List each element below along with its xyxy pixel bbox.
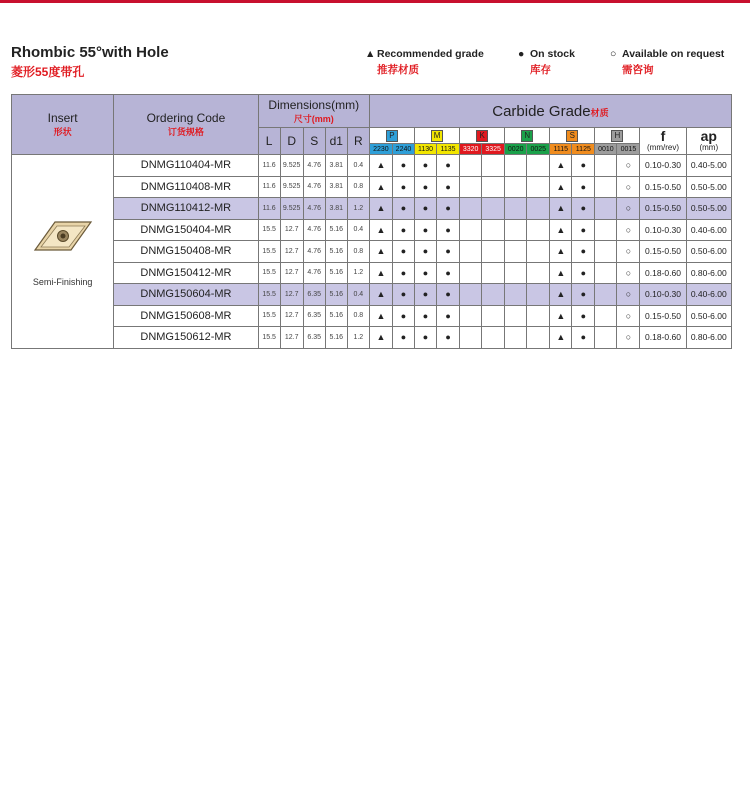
dimension-value: 0.4 (347, 155, 369, 177)
grade-availability: ● (437, 155, 460, 177)
header-dim-d1: d1 (325, 128, 347, 155)
dimension-value: 11.6 (258, 198, 280, 220)
dimension-value: 0.4 (347, 219, 369, 241)
grade-availability: ▲ (550, 284, 572, 306)
grade-availability (460, 305, 482, 327)
grade-availability: ○ (617, 219, 640, 241)
feed-range: 0.10-0.30 (640, 155, 686, 177)
header-insert-cn: 形状 (53, 127, 72, 137)
grade-availability: ○ (617, 198, 640, 220)
grade-availability: ● (437, 305, 460, 327)
dimension-value: 12.7 (280, 241, 303, 263)
grade-availability: ▲ (369, 305, 392, 327)
grade-availability: ● (414, 176, 436, 198)
dimension-value: 12.7 (280, 327, 303, 349)
ordering-code: DNMG150408-MR (114, 241, 258, 263)
grade-availability: ● (572, 327, 595, 349)
legend-label-cn: 需咨询 (622, 64, 654, 76)
grade-availability (595, 198, 617, 220)
grade-availability: ● (414, 262, 436, 284)
grade-availability: ● (572, 241, 595, 263)
grade-availability: ▲ (369, 198, 392, 220)
table-row (12, 284, 732, 306)
dimension-value: 5.16 (325, 327, 347, 349)
grade-availability: ● (414, 305, 436, 327)
insert-cell (12, 155, 114, 349)
grade-availability: ● (572, 198, 595, 220)
grade-availability: ● (572, 219, 595, 241)
grade-availability: ● (437, 198, 460, 220)
grade-availability: ● (572, 155, 595, 177)
grade-group-n (505, 128, 550, 144)
grade-code-2240: 2240 (392, 144, 414, 155)
depth-of-cut-range: 0.50-5.00 (686, 176, 731, 198)
grade-code-1115: 1115 (550, 144, 572, 155)
grade-group-h (595, 128, 640, 144)
grade-group-badge: M (431, 130, 443, 142)
dimension-value: 11.6 (258, 176, 280, 198)
grade-availability: ● (414, 284, 436, 306)
ordering-code: DNMG110404-MR (114, 155, 258, 177)
dimension-value: 12.7 (280, 305, 303, 327)
grade-availability (482, 176, 505, 198)
grade-availability: ▲ (369, 262, 392, 284)
grade-availability: ▲ (550, 327, 572, 349)
grade-availability: ● (392, 262, 414, 284)
dimension-value: 9.525 (280, 198, 303, 220)
grade-code-1125: 1125 (572, 144, 595, 155)
insert-label: Semi-Finishing (32, 276, 93, 287)
grade-availability (482, 262, 505, 284)
header-ap-label: ap (700, 128, 717, 144)
grade-availability (595, 284, 617, 306)
header-dimensions (258, 95, 369, 128)
depth-of-cut-range: 0.50-6.00 (686, 305, 731, 327)
page-title: Rhombic 55°with Hole (11, 44, 169, 61)
grade-group-s (550, 128, 595, 144)
dimension-value: 3.81 (325, 155, 347, 177)
grade-availability (460, 155, 482, 177)
legend-on-stock (518, 48, 575, 77)
grade-availability: ● (572, 176, 595, 198)
header-insert-label: Insert (47, 111, 78, 125)
grade-group-badge: P (386, 130, 398, 142)
grade-code-0010: 0010 (595, 144, 617, 155)
legend-label: On stock (530, 48, 575, 60)
grade-availability: ● (437, 241, 460, 263)
grade-availability (527, 155, 550, 177)
feed-range: 0.10-0.30 (640, 284, 686, 306)
dimension-value: 5.16 (325, 284, 347, 306)
dimension-value: 4.76 (303, 198, 325, 220)
top-accent-line (0, 0, 750, 3)
dimension-value: 12.7 (280, 262, 303, 284)
dimension-value: 0.8 (347, 241, 369, 263)
grade-availability (505, 305, 527, 327)
dimension-value: 4.76 (303, 176, 325, 198)
grade-availability (527, 241, 550, 263)
feed-range: 0.15-0.50 (640, 198, 686, 220)
grade-availability (482, 198, 505, 220)
legend-label-cn: 推荐材质 (377, 64, 419, 76)
grade-availability: ○ (617, 176, 640, 198)
grade-availability: ▲ (550, 241, 572, 263)
grade-availability (505, 262, 527, 284)
dimension-value: 5.16 (325, 305, 347, 327)
header-dimensions-label: Dimensions(mm) (268, 97, 360, 112)
grade-availability (482, 155, 505, 177)
table-row (12, 327, 732, 349)
grade-availability: ● (437, 284, 460, 306)
header-carbide-grade (369, 95, 731, 128)
grade-availability: ● (437, 219, 460, 241)
dimension-value: 1.2 (347, 198, 369, 220)
grade-availability (527, 305, 550, 327)
grade-availability: ● (572, 284, 595, 306)
grade-availability: ▲ (550, 305, 572, 327)
grade-availability (527, 262, 550, 284)
ordering-code: DNMG150412-MR (114, 262, 258, 284)
legend-label-cn: 库存 (530, 64, 551, 76)
grade-code-3325: 3325 (482, 144, 505, 155)
feed-range: 0.18-0.60 (640, 327, 686, 349)
grade-code-0015: 0015 (617, 144, 640, 155)
grade-table (11, 94, 732, 349)
legend-recommended (365, 48, 484, 77)
grade-availability: ● (414, 198, 436, 220)
grade-availability (505, 284, 527, 306)
circle-icon: ○ (610, 48, 617, 60)
table-row (12, 198, 732, 220)
depth-of-cut-range: 0.40-6.00 (686, 219, 731, 241)
grade-availability (527, 284, 550, 306)
depth-of-cut-range: 0.50-5.00 (686, 198, 731, 220)
grade-availability: ● (392, 327, 414, 349)
header-ordering-cn: 订货规格 (167, 127, 204, 137)
ordering-code: DNMG110408-MR (114, 176, 258, 198)
grade-availability: ● (414, 155, 436, 177)
grade-availability: ▲ (369, 284, 392, 306)
header-ordering-label: Ordering Code (146, 111, 226, 125)
dimension-value: 5.16 (325, 241, 347, 263)
grade-availability (595, 176, 617, 198)
header-f (640, 128, 686, 155)
grade-code-0020: 0020 (505, 144, 527, 155)
grade-group-k (460, 128, 505, 144)
grade-availability: ● (392, 305, 414, 327)
dimension-value: 0.8 (347, 305, 369, 327)
grade-availability: ▲ (550, 262, 572, 284)
dimension-value: 12.7 (280, 219, 303, 241)
grade-availability (460, 219, 482, 241)
grade-availability: ● (392, 155, 414, 177)
grade-code-1130: 1130 (414, 144, 436, 155)
legend-on-request (610, 48, 724, 77)
grade-availability (505, 219, 527, 241)
header-dim-l: L (258, 128, 280, 155)
grade-availability (595, 262, 617, 284)
grade-availability (460, 198, 482, 220)
grade-availability (460, 241, 482, 263)
header-ap-unit: (mm) (699, 143, 719, 152)
grade-availability (595, 305, 617, 327)
dimension-value: 9.525 (280, 176, 303, 198)
grade-code-1135: 1135 (437, 144, 460, 155)
depth-of-cut-range: 0.40-6.00 (686, 284, 731, 306)
feed-range: 0.18-0.60 (640, 262, 686, 284)
grade-availability: ▲ (550, 155, 572, 177)
feed-range: 0.15-0.50 (640, 305, 686, 327)
grade-availability (595, 155, 617, 177)
dimension-value: 11.6 (258, 155, 280, 177)
dimension-value: 5.16 (325, 219, 347, 241)
table-row (12, 155, 732, 177)
feed-range: 0.15-0.50 (640, 176, 686, 198)
grade-availability: ● (572, 305, 595, 327)
grade-availability: ● (437, 262, 460, 284)
ordering-code: DNMG110412-MR (114, 198, 258, 220)
ordering-code: DNMG150604-MR (114, 284, 258, 306)
triangle-icon: ▲ (365, 48, 376, 60)
table-row (12, 219, 732, 241)
legend-label: Recommended grade (377, 48, 484, 60)
depth-of-cut-range: 0.80-6.00 (686, 327, 731, 349)
grade-code-2230: 2230 (369, 144, 392, 155)
grade-availability: ● (437, 176, 460, 198)
dimension-value: 15.5 (258, 241, 280, 263)
grade-availability: ▲ (550, 176, 572, 198)
legend-label: Available on request (622, 48, 725, 60)
grade-availability (505, 176, 527, 198)
grade-availability: ○ (617, 262, 640, 284)
grade-availability (505, 198, 527, 220)
grade-availability (595, 327, 617, 349)
grade-availability: ○ (617, 327, 640, 349)
dimension-value: 9.525 (280, 155, 303, 177)
depth-of-cut-range: 0.50-6.00 (686, 241, 731, 263)
grade-availability: ▲ (369, 176, 392, 198)
table-row (12, 262, 732, 284)
header-dim-r: R (347, 128, 369, 155)
feed-range: 0.10-0.30 (640, 219, 686, 241)
grade-availability (527, 327, 550, 349)
grade-availability (482, 219, 505, 241)
grade-availability: ▲ (369, 219, 392, 241)
grade-group-m (414, 128, 459, 144)
dimension-value: 1.2 (347, 262, 369, 284)
grade-availability: ● (572, 262, 595, 284)
grade-availability: ● (392, 284, 414, 306)
header-insert (12, 95, 114, 155)
dimension-value: 3.81 (325, 176, 347, 198)
grade-code-0025: 0025 (527, 144, 550, 155)
dimension-value: 15.5 (258, 305, 280, 327)
header-f-label: f (660, 128, 666, 144)
dimension-value: 3.81 (325, 198, 347, 220)
grade-availability (482, 284, 505, 306)
page-title-cn: 菱形55度带孔 (11, 65, 85, 79)
grade-availability: ● (392, 176, 414, 198)
dimension-value: 4.76 (303, 241, 325, 263)
header-dimensions-cn: 尺寸(mm) (293, 113, 334, 124)
header-carbide-label: Carbide Grade (492, 102, 591, 120)
grade-availability (505, 327, 527, 349)
grade-group-badge: H (611, 130, 623, 142)
table-row (12, 176, 732, 198)
grade-availability (460, 327, 482, 349)
header-f-unit: (mm/rev) (647, 143, 679, 152)
grade-availability: ● (392, 198, 414, 220)
grade-availability (505, 155, 527, 177)
dimension-value: 12.7 (280, 284, 303, 306)
grade-availability: ▲ (550, 198, 572, 220)
dimension-value: 0.4 (347, 284, 369, 306)
grade-availability (527, 176, 550, 198)
grade-availability: ○ (617, 241, 640, 263)
grade-availability: ▲ (369, 155, 392, 177)
grade-availability (595, 241, 617, 263)
grade-availability (482, 241, 505, 263)
dimension-value: 4.76 (303, 262, 325, 284)
grade-group-badge: K (476, 130, 488, 142)
grade-group-badge: N (521, 130, 533, 142)
ordering-code: DNMG150612-MR (114, 327, 258, 349)
header-dim-d: D (280, 128, 303, 155)
header-carbide-cn: 材质 (590, 107, 609, 118)
header-ordering-code (114, 95, 258, 155)
grade-availability: ○ (617, 155, 640, 177)
grade-availability: ● (392, 241, 414, 263)
grade-availability (482, 327, 505, 349)
header-ap (686, 128, 731, 155)
header-dim-s: S (303, 128, 325, 155)
grade-availability: ● (414, 219, 436, 241)
dimension-value: 15.5 (258, 219, 280, 241)
grade-availability (595, 219, 617, 241)
grade-availability (527, 219, 550, 241)
dimension-value: 4.76 (303, 155, 325, 177)
dimension-value: 1.2 (347, 327, 369, 349)
table-row (12, 241, 732, 263)
grade-group-badge: S (566, 130, 578, 142)
feed-range: 0.15-0.50 (640, 241, 686, 263)
grade-availability: ▲ (369, 327, 392, 349)
grade-availability: ● (437, 327, 460, 349)
grade-availability: ○ (617, 305, 640, 327)
rhombic-insert-icon (31, 216, 95, 256)
dimension-value: 6.35 (303, 327, 325, 349)
grade-availability (460, 284, 482, 306)
grade-availability: ▲ (550, 219, 572, 241)
grade-availability (460, 262, 482, 284)
grade-group-p (369, 128, 414, 144)
ordering-code: DNMG150404-MR (114, 219, 258, 241)
dimension-value: 0.8 (347, 176, 369, 198)
depth-of-cut-range: 0.80-6.00 (686, 262, 731, 284)
grade-availability: ● (392, 219, 414, 241)
grade-availability: ● (414, 241, 436, 263)
dimension-value: 15.5 (258, 262, 280, 284)
grade-availability (505, 241, 527, 263)
dimension-value: 6.35 (303, 305, 325, 327)
dimension-value: 15.5 (258, 284, 280, 306)
dimension-value: 4.76 (303, 219, 325, 241)
depth-of-cut-range: 0.40-5.00 (686, 155, 731, 177)
grade-availability: ○ (617, 284, 640, 306)
grade-code-3320: 3320 (460, 144, 482, 155)
dimension-value: 5.16 (325, 262, 347, 284)
dimension-value: 15.5 (258, 327, 280, 349)
grade-availability (482, 305, 505, 327)
grade-availability (527, 198, 550, 220)
grade-availability: ● (414, 327, 436, 349)
grade-availability: ▲ (369, 241, 392, 263)
ordering-code: DNMG150608-MR (114, 305, 258, 327)
dot-icon: ● (518, 48, 525, 60)
table-row (12, 305, 732, 327)
dimension-value: 6.35 (303, 284, 325, 306)
grade-availability (460, 176, 482, 198)
